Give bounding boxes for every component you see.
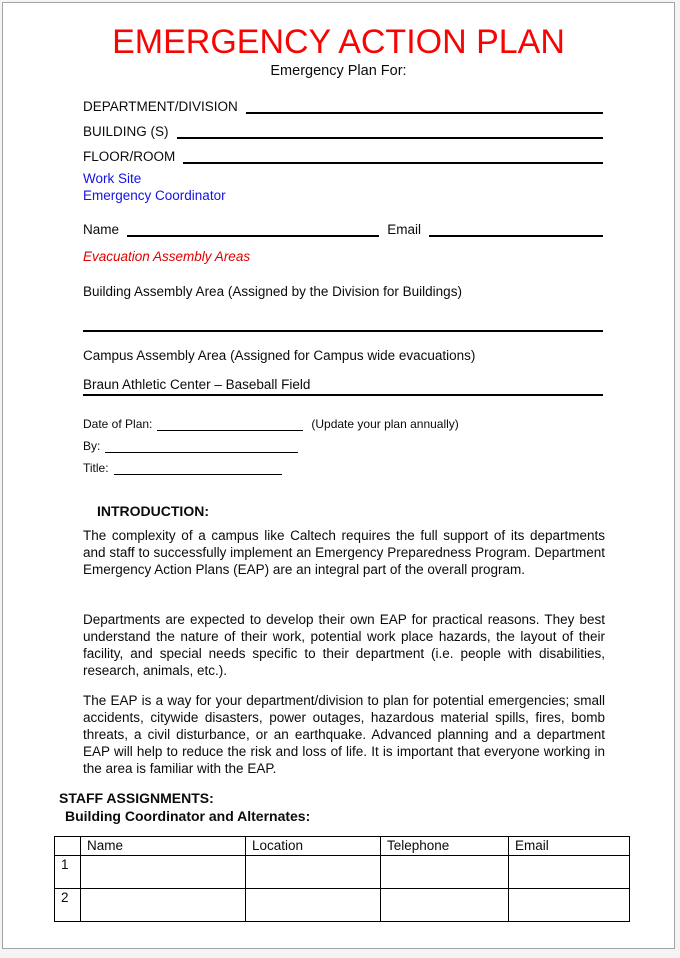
name-blank	[127, 219, 379, 237]
name-cell	[81, 889, 246, 922]
department-division-row	[83, 96, 603, 114]
date-of-plan-row	[83, 417, 459, 431]
coordinator-heading-line2: Emergency Coordinator	[83, 188, 226, 203]
title-row	[83, 461, 282, 475]
building-blank	[177, 121, 603, 139]
floor-room-label: FLOOR/ROOM	[83, 149, 176, 164]
email-cell	[509, 856, 630, 889]
email-cell	[509, 889, 630, 922]
email-blank	[429, 219, 603, 237]
header-cell-number	[55, 837, 81, 856]
row-number-cell: 1	[55, 856, 81, 889]
coordinator-heading-line1: Work Site	[83, 171, 142, 186]
campus-assembly-label: Campus Assembly Area (Assigned for Campus wide evacuations)	[83, 348, 476, 363]
document-page	[2, 2, 675, 949]
date-of-plan-label: Date of Plan:	[83, 417, 153, 431]
row-number-cell: 2	[55, 889, 81, 922]
telephone-cell	[381, 889, 509, 922]
introduction-heading: INTRODUCTION:	[97, 503, 209, 519]
table-header-row	[55, 837, 630, 856]
department-division-blank	[246, 96, 603, 114]
header-cell-name: Name	[81, 837, 246, 856]
campus-assembly-value: Braun Athletic Center – Baseball Field	[83, 377, 603, 396]
email-label: Email	[387, 222, 421, 237]
table-row	[55, 856, 630, 889]
name-cell	[81, 856, 246, 889]
name-label: Name	[83, 222, 120, 237]
building-coordinator-table	[54, 836, 630, 922]
building-label: BUILDING (S)	[83, 124, 169, 139]
title-label: Title:	[83, 461, 109, 475]
building-assembly-label: Building Assembly Area (Assigned by the Division for Buildings)	[83, 284, 462, 299]
evacuation-areas-heading: Evacuation Assembly Areas	[83, 249, 251, 264]
introduction-paragraph-2: Departments are expected to develop their own EAP for practical reasons. They best understand the nature of their work, potential work place hazards, the layout of their facility, and special needs specific to their department (i.e. people with disabilities, research, animals, etc.).	[83, 612, 605, 678]
location-cell	[246, 856, 381, 889]
header-cell-location: Location	[246, 837, 381, 856]
page-title: EMERGENCY ACTION PLAN	[112, 23, 565, 61]
by-label: By:	[83, 439, 101, 453]
by-blank	[105, 439, 298, 453]
header-cell-telephone: Telephone	[381, 837, 509, 856]
table-row	[55, 889, 630, 922]
date-of-plan-blank	[157, 417, 303, 431]
by-row	[83, 439, 298, 453]
date-of-plan-note: (Update your plan annually)	[311, 417, 459, 431]
title-blank	[114, 461, 282, 475]
floor-room-blank	[183, 146, 603, 164]
header-cell-email: Email	[509, 837, 630, 856]
location-cell	[246, 889, 381, 922]
building-coordinator-subheading: Building Coordinator and Alternates:	[65, 808, 311, 824]
floor-room-row	[83, 146, 603, 164]
telephone-cell	[381, 856, 509, 889]
building-row	[83, 121, 603, 139]
building-assembly-blank	[83, 330, 603, 332]
name-email-row	[83, 219, 603, 237]
coordinator-heading	[83, 170, 226, 204]
introduction-paragraph-3: The EAP is a way for your department/division to plan for potential emergencies; small accidents, citywide disasters, power outages, hazardous material spills, fires, bomb threats, a civil disturbance, or an earthquake. Advanced planning and a department EAP will help to reduce the risk and loss of life. It is important that everyone working in the area is familiar with the EAP.	[83, 693, 605, 776]
staff-assignments-heading: STAFF ASSIGNMENTS:	[59, 790, 214, 806]
page-subtitle: Emergency Plan For:	[270, 63, 407, 79]
department-division-label: DEPARTMENT/DIVISION	[83, 99, 238, 114]
introduction-paragraph-1: The complexity of a campus like Caltech requires the full support of its departments and staff to successfully implement an Emergency Preparedness Program. Department Emergency Action Plans (EAP) are an integral part of the overall program.	[83, 528, 605, 577]
